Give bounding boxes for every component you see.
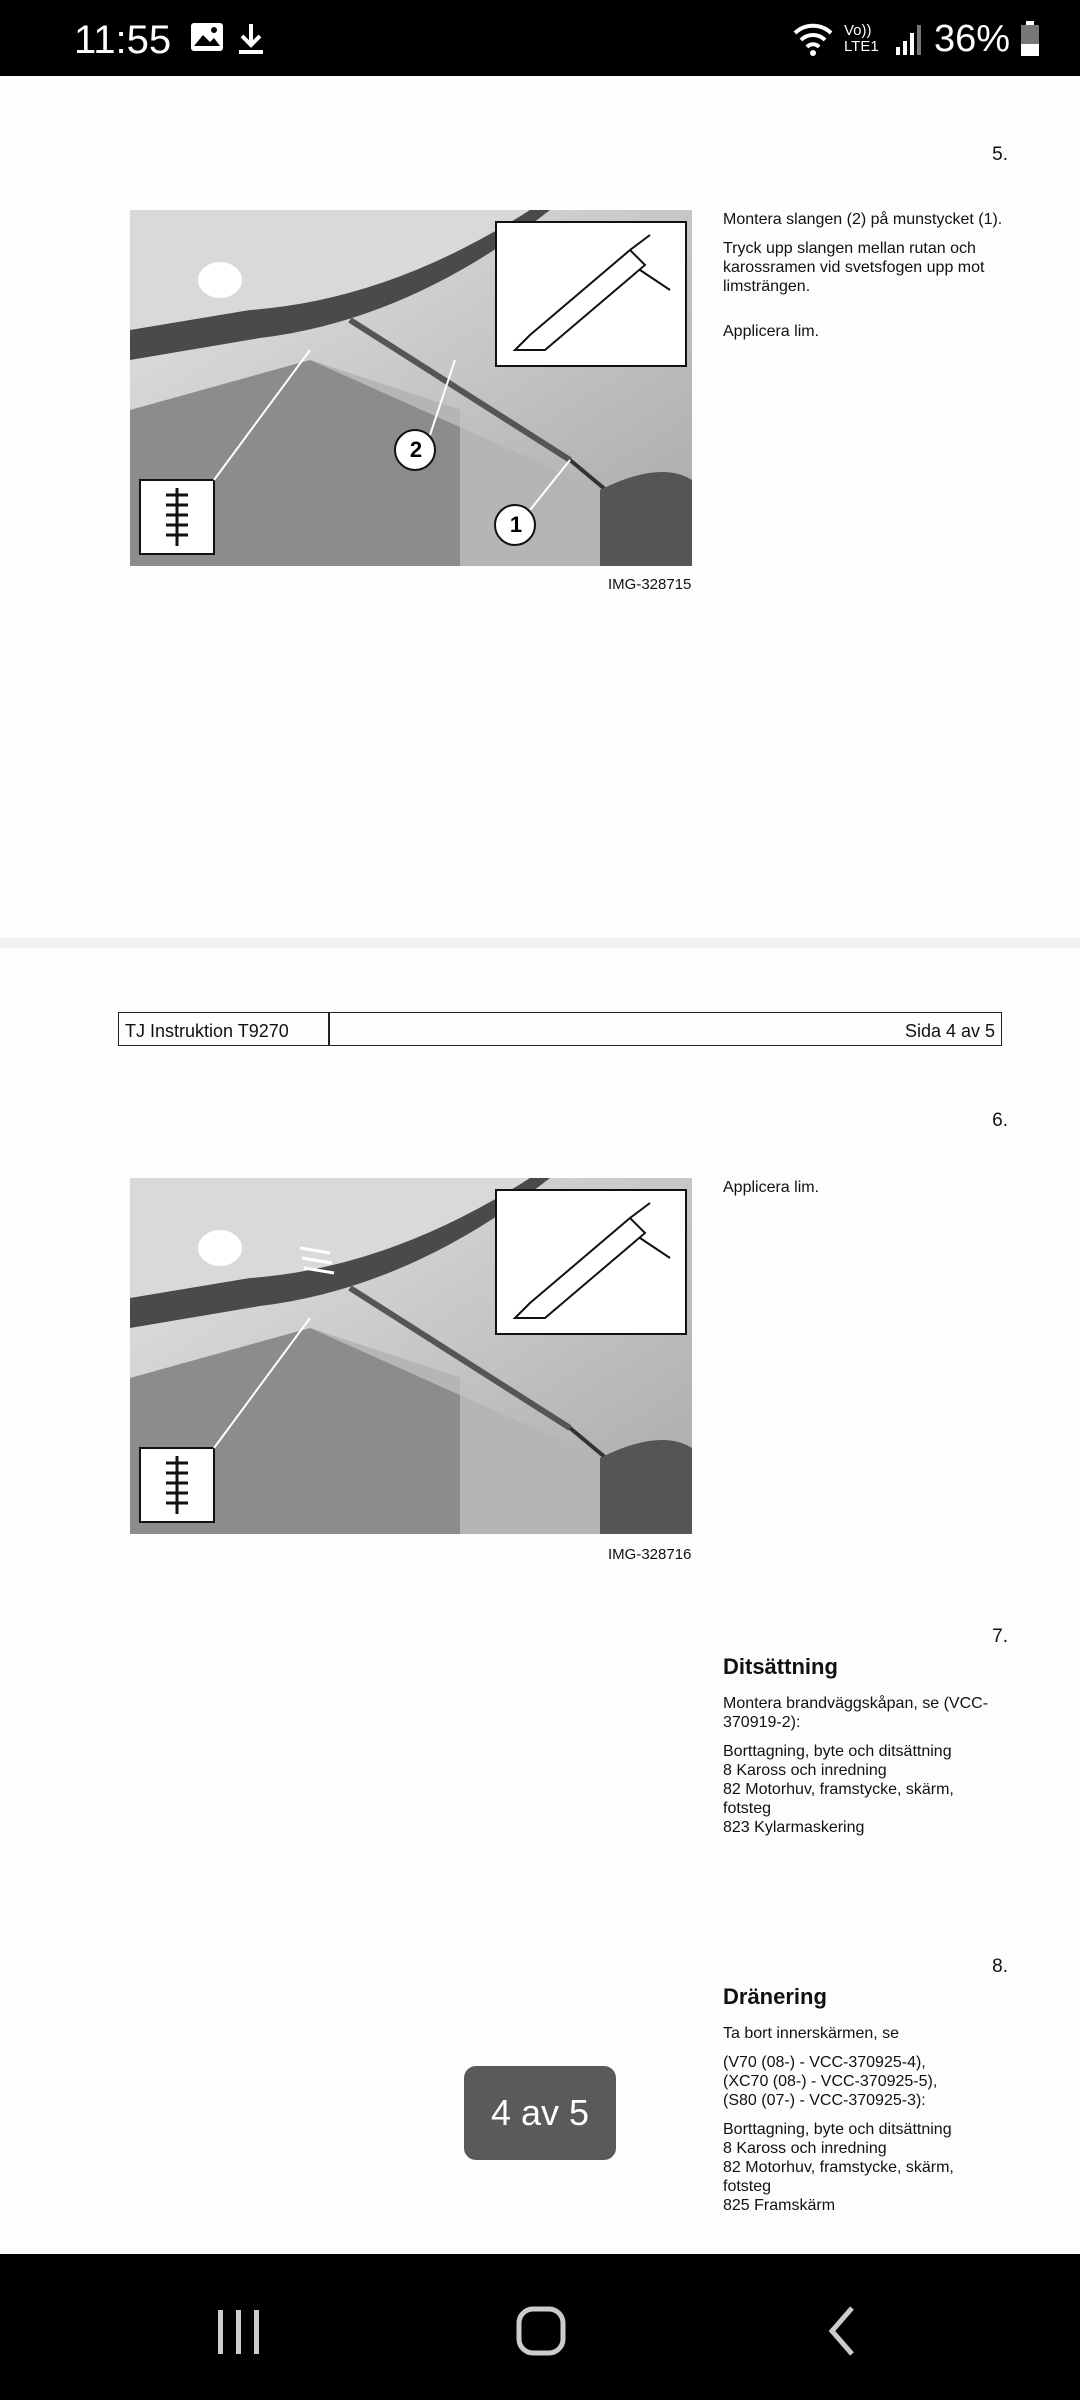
signal-icon <box>894 23 924 55</box>
step-number: 8. <box>992 1956 1008 1977</box>
callout-2: 2 <box>409 437 423 462</box>
image-icon <box>190 22 224 52</box>
section-heading: Ditsättning <box>723 1654 838 1679</box>
download-icon <box>236 22 266 56</box>
step-text <box>723 2024 1003 2225</box>
battery-percent: 36% <box>933 17 1010 60</box>
section-heading: Dränering <box>723 1984 827 2009</box>
header-divider <box>328 1013 330 1045</box>
status-right <box>792 16 1040 62</box>
document-header <box>118 1012 1002 1046</box>
paragraph: Montera brandväggskåpan, se (VCC-370919-2): <box>723 1695 989 1731</box>
page-counter-toast: 4 av 5 <box>464 2066 616 2160</box>
battery-icon <box>1020 21 1040 57</box>
back-icon[interactable] <box>808 2296 878 2366</box>
paragraph: Montera slangen (2) på munstycket (1). <box>723 211 1003 228</box>
paragraph: (V70 (08-) - VCC-370925-4), (XC70 (08-) - VCC-370925-5), (S80 (07-) - VCC-370925-3): <box>723 2054 938 2109</box>
image-id: IMG-328715 <box>608 576 692 593</box>
step-text <box>723 1178 1003 1207</box>
figure-img-328716 <box>130 1178 692 1534</box>
paragraph: Applicera lim. <box>723 323 820 340</box>
paragraph: Borttagning, byte och ditsättning 8 Kaross och inredning 82 Motorhuv, framstycke, skärm, fotsteg 823 Kylarmaskering <box>723 1743 954 1836</box>
figure-img-328715 <box>130 210 692 566</box>
step-number: 6. <box>992 1110 1008 1131</box>
step-number: 7. <box>992 1626 1008 1647</box>
status-bar <box>0 0 1080 76</box>
navigation-bar <box>0 2254 1080 2400</box>
paragraph: Ta bort innerskärmen, se <box>723 2025 900 2042</box>
callout-1: 1 <box>509 512 523 537</box>
pdf-page-3[interactable] <box>0 76 1080 938</box>
recents-icon[interactable] <box>204 2296 274 2366</box>
wifi-icon <box>792 21 834 57</box>
step-text <box>723 210 1003 351</box>
paragraph: Applicera lim. <box>723 1179 820 1196</box>
page-indicator: Sida 4 av 5 <box>904 1021 995 1041</box>
home-icon[interactable] <box>506 2296 576 2366</box>
step-number: 5. <box>992 144 1008 165</box>
status-time: 11:55 <box>74 18 172 62</box>
network-label: Vo)) LTE1 <box>843 22 879 55</box>
pdf-page-4[interactable] <box>0 948 1080 2254</box>
image-id: IMG-328716 <box>608 1546 692 1563</box>
paragraph: Tryck upp slangen mellan rutan och karossramen vid svetsfogen upp mot limsträngen. <box>723 240 985 295</box>
paragraph: Borttagning, byte och ditsättning 8 Kaross och inredning 82 Motorhuv, framstycke, skärm, fotsteg 825 Framskärm <box>723 2121 954 2214</box>
step-text <box>723 1694 1003 1847</box>
document-title: TJ Instruktion T9270 <box>125 1021 289 1041</box>
